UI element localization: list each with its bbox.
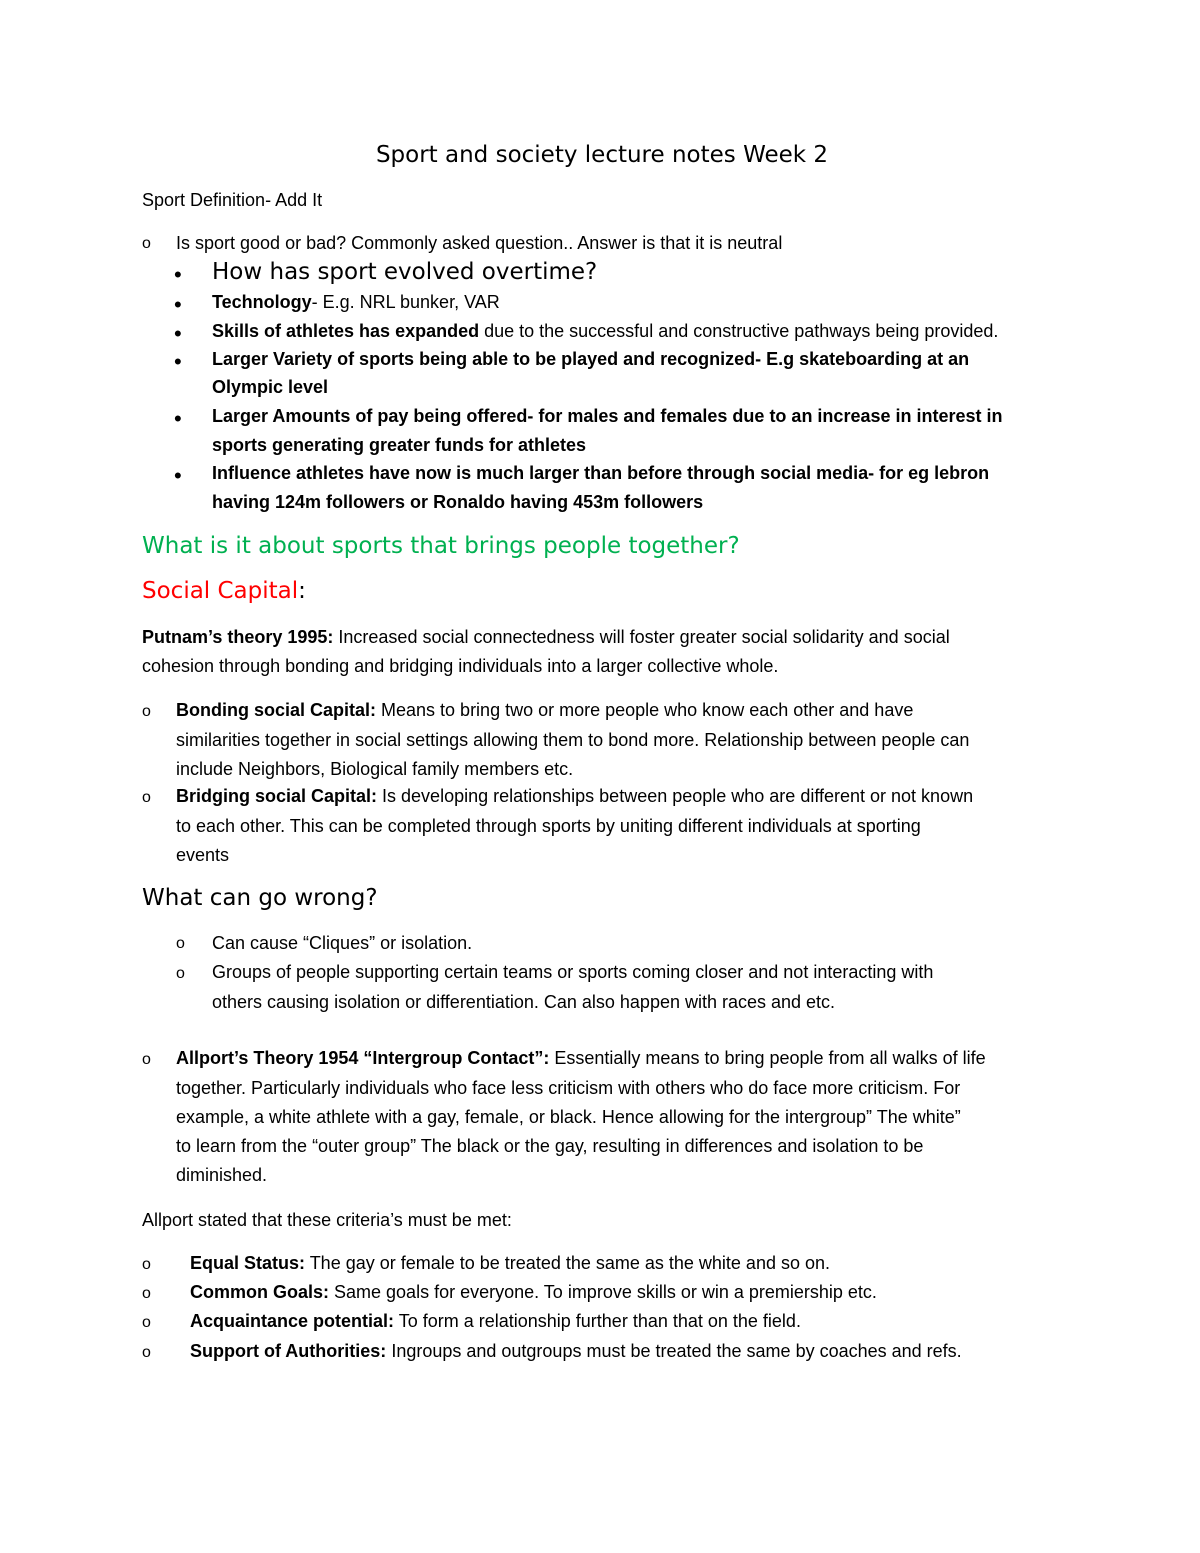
bonding-text: Means to bring two or more people who know each other and have [376,700,914,720]
list-marker-circle: o [142,1285,151,1302]
bonding-bold: Bonding social Capital: [176,700,377,720]
criteria-text: Ingroups and outgroups must be treated the same by coaches and refs. [386,1341,962,1361]
list-marker-circle: o [142,1051,151,1068]
social-capital-colon: : [298,578,306,604]
bonding-line: similarities together in social settings allowing them to bond more. Relationship between people can [176,730,970,750]
allport-bold: Allport’s Theory 1954 “Intergroup Contact”: [176,1048,550,1068]
list-marker-dot: • [174,463,182,488]
list-item-line: Olympic level [212,377,329,397]
wrong-heading: What can go wrong? [142,885,378,911]
allport-line: diminished. [176,1165,268,1185]
putnam-paragraph-line: cohesion through bonding and bridging individuals into a larger collective whole. [142,656,779,676]
bonding-line: include Neighbors, Biological family members etc. [176,759,574,779]
list-marker-circle: o [142,235,151,252]
criteria-bold: Acquaintance potential: [190,1311,395,1331]
wrong-item-line: Groups of people supporting certain teams or sports coming closer and not interacting with [212,962,934,982]
list-item-line: Influence athletes have now is much larger than before through social media- for eg lebron [212,463,990,483]
criteria-bold: Equal Status: [190,1253,306,1273]
list-item [212,321,998,342]
criteria-bold: Common Goals: [190,1282,330,1302]
list-marker-circle: o [142,1344,151,1361]
putnam-text: Increased social connectedness will foster greater social solidarity and social [333,627,950,647]
list-marker-circle: o [142,1314,151,1331]
bonding-line [176,700,913,721]
item-bold: Technology [212,292,312,312]
evolved-heading: How has sport evolved overtime? [212,259,598,285]
social-capital-label: Social Capital [142,578,299,604]
list-item-line: sports generating greater funds for athletes [212,435,587,455]
allport-line: example, a white athlete with a gay, female, or black. Hence allowing for the intergroup” The white” [176,1107,961,1127]
list-marker-dot: • [174,321,182,346]
list-marker-circle: o [176,965,185,982]
allport-line: to learn from the “outer group” The black or the gay, resulting in differences and isolation to be [176,1136,924,1156]
intro-item: Is sport good or bad? Commonly asked question.. Answer is that it is neutral [176,233,783,253]
list-marker-circle: o [176,935,185,952]
document-title: Sport and society lecture notes Week 2 [375,142,829,168]
list-marker-circle: o [142,789,151,806]
together-heading: What is it about sports that brings people together? [142,533,740,559]
allport-line: together. Particularly individuals who face less criticism with others who do face more criticism. For [176,1078,961,1098]
criteria-text: To form a relationship further than that on the field. [394,1311,801,1331]
item-text: due to the successful and constructive pathways being provided. [479,321,999,341]
list-item-line: having 124m followers or Ronaldo having 453m followers [212,492,704,512]
bridging-line: to each other. This can be completed through sports by uniting different individuals at sporting [176,816,921,836]
social-capital-heading [142,578,306,604]
list-marker-dot: • [174,292,182,317]
allport-text: Essentially means to bring people from all walks of life [549,1048,986,1068]
bridging-line [176,786,973,807]
list-marker-dot: • [174,349,182,374]
criteria-item [190,1341,962,1362]
list-item-line: Larger Variety of sports being able to be played and recognized- E.g skateboarding at an [212,349,970,369]
putnam-paragraph-line [142,627,950,648]
criteria-item [190,1282,877,1303]
putnam-bold: Putnam’s theory 1995: [142,627,334,647]
criteria-text: Same goals for everyone. To improve skills or win a premiership etc. [329,1282,877,1302]
list-marker-dot: • [174,262,182,287]
list-item [212,292,500,313]
criteria-item [190,1253,830,1274]
wrong-item-line: others causing isolation or differentiation. Can also happen with races and etc. [212,992,836,1012]
bridging-bold: Bridging social Capital: [176,786,378,806]
allport-line [176,1048,986,1069]
sport-definition-line: Sport Definition- Add It [142,190,323,210]
criteria-item [190,1311,801,1332]
item-text: - E.g. NRL bunker, VAR [311,292,500,312]
item-bold: Skills of athletes has expanded [212,321,480,341]
criteria-text: The gay or female to be treated the same as the white and so on. [305,1253,831,1273]
list-item-line: Larger Amounts of pay being offered- for males and females due to an increase in interest in [212,406,1003,426]
wrong-item: Can cause “Cliques” or isolation. [212,933,473,953]
criteria-intro: Allport stated that these criteria’s must be met: [142,1210,512,1230]
list-marker-circle: o [142,703,151,720]
list-marker-dot: • [174,406,182,431]
bridging-text: Is developing relationships between people who are different or not known [377,786,974,806]
criteria-bold: Support of Authorities: [190,1341,387,1361]
bridging-line: events [176,845,230,865]
list-marker-circle: o [142,1256,151,1273]
